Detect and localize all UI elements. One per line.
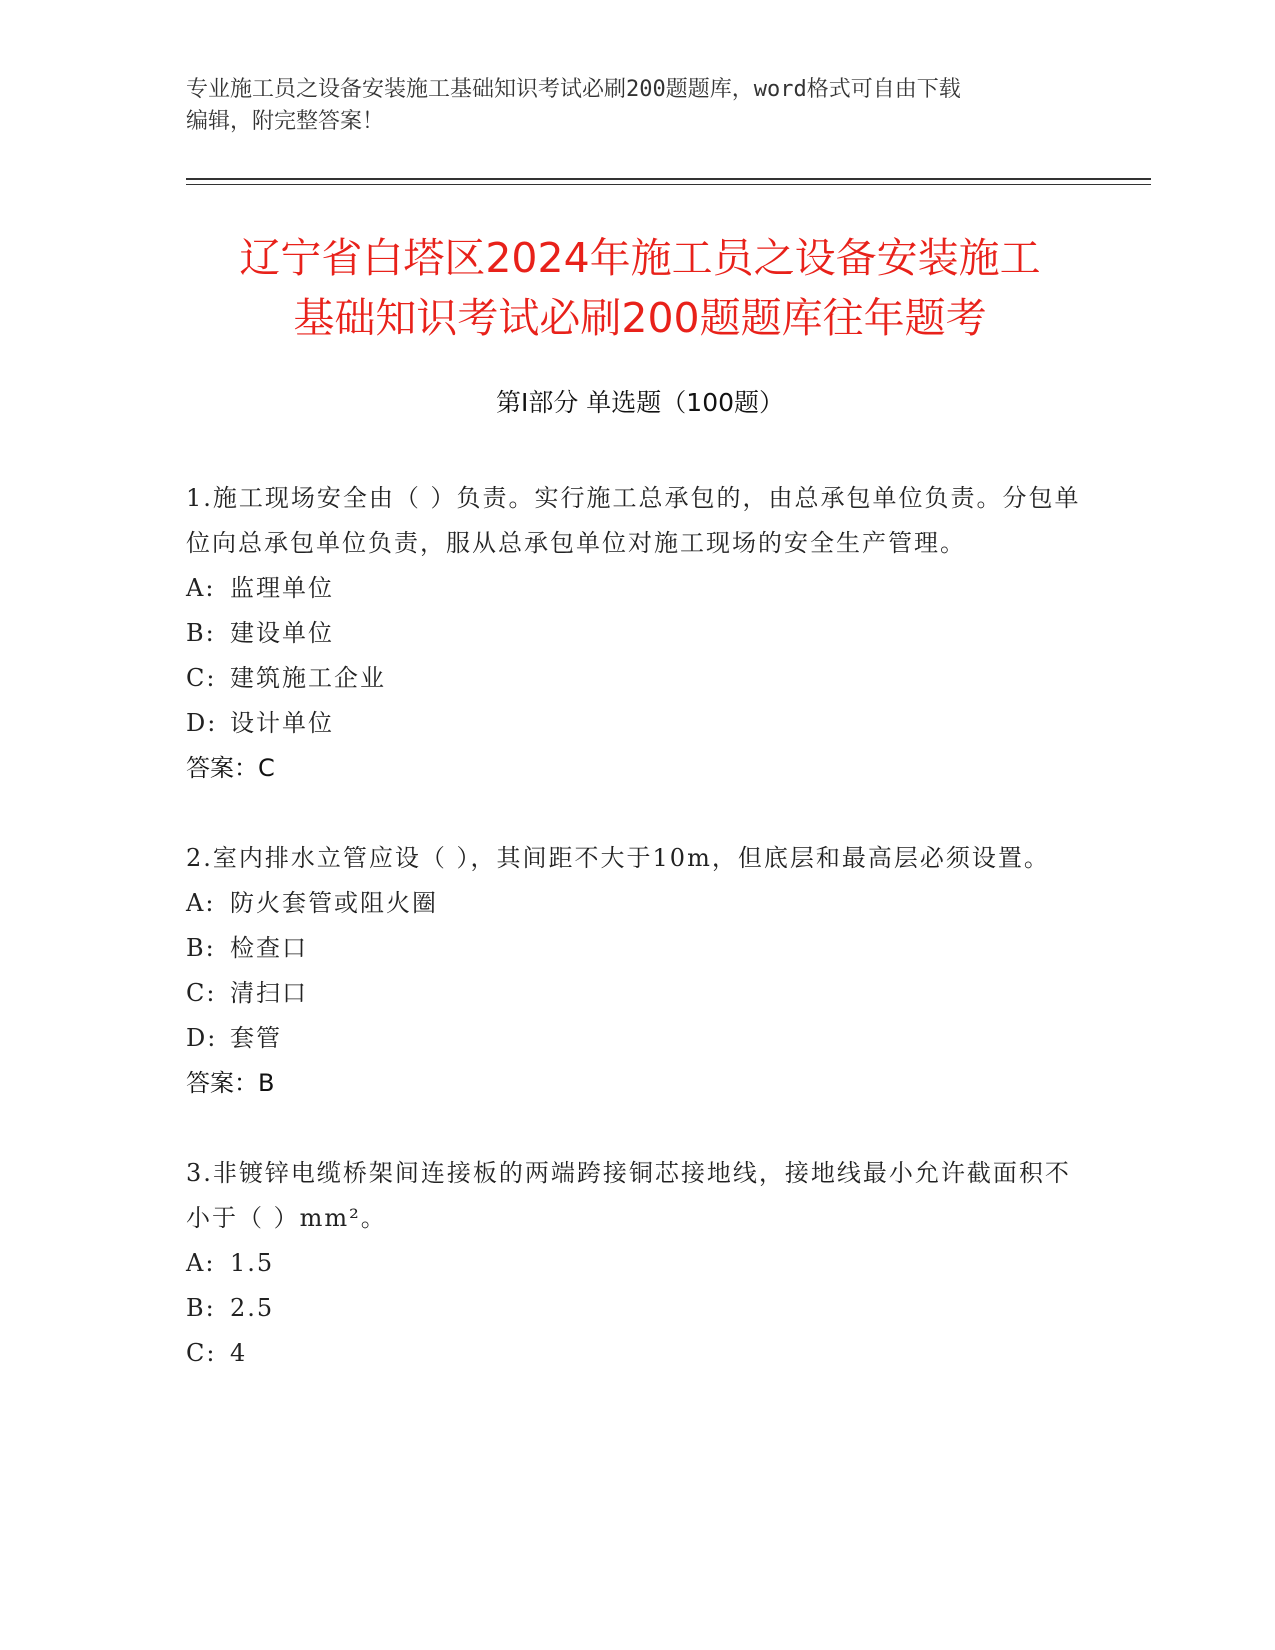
option-key: B: xyxy=(186,619,216,647)
option-a xyxy=(186,566,1086,611)
question-stem: 3.非镀锌电缆桥架间连接板的两端跨接铜芯接地线，接地线最小允许截面积不小于（ ）mm²。 xyxy=(186,1159,1071,1232)
option-d xyxy=(186,1016,1086,1061)
option-key: B: xyxy=(186,934,216,962)
option-key: C: xyxy=(186,664,217,692)
option-key: A: xyxy=(186,574,216,602)
option-text: 建筑施工企业 xyxy=(230,664,386,692)
option-text: 防火套管或阻火圈 xyxy=(230,889,438,917)
question-2 xyxy=(186,836,1086,1106)
option-d xyxy=(186,701,1086,746)
option-key: D: xyxy=(186,1024,218,1052)
document-title-line1: 辽宁省白塔区2024年施工员之设备安装施工 xyxy=(239,234,1041,282)
option-key: B: xyxy=(186,1294,216,1322)
header-note xyxy=(186,74,1066,138)
option-key: A: xyxy=(186,889,216,917)
option-text: 2.5 xyxy=(230,1294,275,1322)
question-3 xyxy=(186,1151,1086,1376)
question-1 xyxy=(186,476,1086,791)
option-text: 套管 xyxy=(230,1024,282,1052)
option-a xyxy=(186,1241,1086,1286)
option-c xyxy=(186,971,1086,1016)
header-divider-thick xyxy=(186,178,1151,180)
option-key: C: xyxy=(186,1339,217,1367)
question-stem: 2.室内排水立管应设（ ），其间距不大于10m，但底层和最高层必须设置。 xyxy=(186,844,1050,872)
option-key: A: xyxy=(186,1249,216,1277)
option-text: 4 xyxy=(230,1339,248,1367)
answer: 答案：B xyxy=(186,1069,275,1097)
option-text: 1.5 xyxy=(230,1249,275,1277)
header-note-line1: 专业施工员之设备安装施工基础知识考试必刷200题题库，word格式可自由下载 xyxy=(186,77,961,102)
option-key: D: xyxy=(186,709,218,737)
section-title: 第Ⅰ部分 单选题（100题） xyxy=(495,388,785,417)
option-c xyxy=(186,1331,1086,1376)
option-text: 设计单位 xyxy=(230,709,334,737)
option-a xyxy=(186,881,1086,926)
option-text: 清扫口 xyxy=(230,979,308,1007)
option-b xyxy=(186,1286,1086,1331)
document-title-line2: 基础知识考试必刷200题题库往年题考 xyxy=(293,294,987,342)
document-title xyxy=(140,228,1140,348)
question-stem: 1.施工现场安全由（ ）负责。实行施工总承包的，由总承包单位负责。分包单位向总承包单位负责，服从总承包单位对施工现场的安全生产管理。 xyxy=(186,484,1081,557)
option-b xyxy=(186,611,1086,656)
header-note-line2: 编辑，附完整答案！ xyxy=(186,109,385,134)
option-text: 检查口 xyxy=(230,934,308,962)
option-b xyxy=(186,926,1086,971)
answer: 答案：C xyxy=(186,754,275,782)
option-text: 建设单位 xyxy=(230,619,334,647)
question-list xyxy=(186,476,1086,1421)
option-text: 监理单位 xyxy=(230,574,334,602)
option-c xyxy=(186,656,1086,701)
option-key: C: xyxy=(186,979,217,1007)
header-divider-thin xyxy=(186,184,1151,185)
